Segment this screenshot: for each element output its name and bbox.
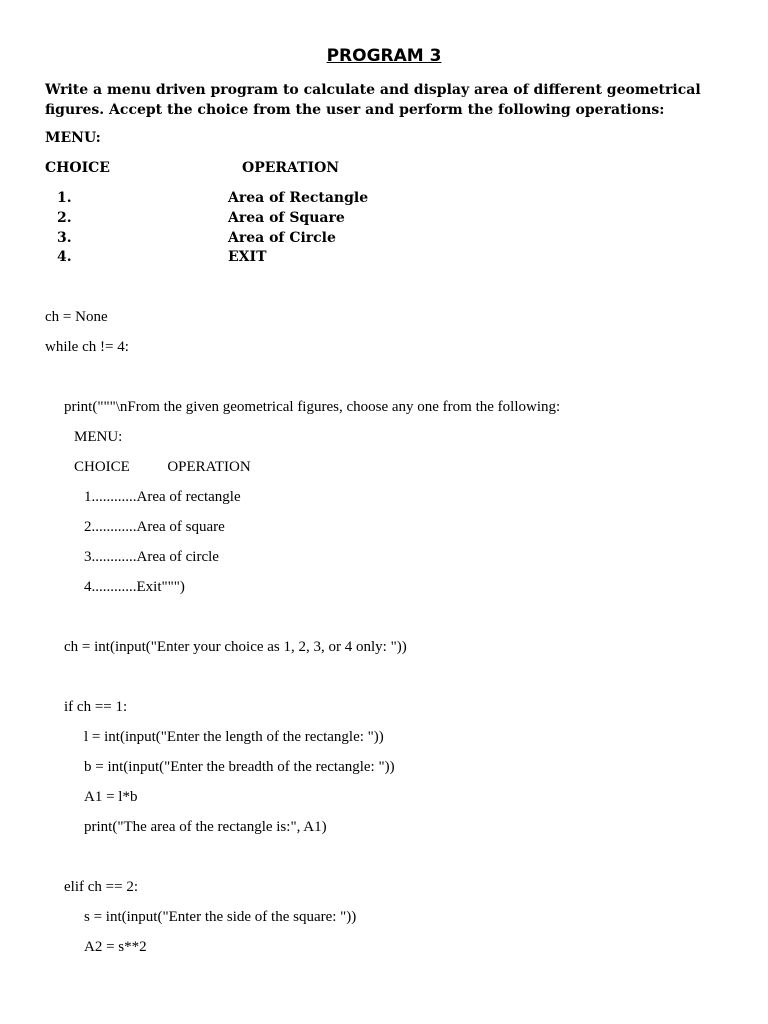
code-line: b = int(input("Enter the breadth of the rectangle: ")): [84, 759, 395, 775]
code-line: 4............Exit"""): [84, 579, 185, 595]
code-line: 2............Area of square: [84, 519, 225, 535]
code-line: elif ch == 2:: [64, 879, 138, 895]
code-line: while ch != 4:: [45, 339, 129, 355]
code-line: print("""\nFrom the given geometrical figures, choose any one from the following:: [64, 399, 561, 415]
menu-row-operation: Area of Circle: [228, 230, 336, 246]
code-line: print("The area of the rectangle is:", A1): [84, 819, 327, 835]
menu-row-number: 3.: [57, 230, 72, 246]
problem-statement: Write a menu driven program to calculate and display area of different geometrical figures. Accept the choice from the user and perform the following operations:: [45, 82, 701, 118]
code-line: CHOICE OPERATION: [74, 459, 251, 475]
operation-header: OPERATION: [242, 160, 340, 176]
menu-row-operation: EXIT: [228, 249, 267, 265]
choice-header: CHOICE: [45, 160, 110, 176]
menu-row-number: 1.: [57, 190, 72, 206]
code-line: 3............Area of circle: [84, 549, 219, 565]
code-line: ch = int(input("Enter your choice as 1, 2, 3, or 4 only: ")): [64, 639, 407, 655]
code-line: 1............Area of rectangle: [84, 489, 241, 505]
code-line: s = int(input("Enter the side of the square: ")): [84, 909, 357, 925]
code-line: A2 = s**2: [84, 939, 147, 955]
code-line: MENU:: [74, 429, 123, 445]
menu-row-number: 4.: [57, 249, 72, 265]
code-line: l = int(input("Enter the length of the rectangle: ")): [84, 729, 384, 745]
menu-row-number: 2.: [57, 210, 72, 226]
page-title: PROGRAM 3: [326, 46, 442, 66]
menu-row-operation: Area of Square: [228, 210, 345, 226]
code-line: A1 = l*b: [84, 789, 138, 805]
menu-row-operation: Area of Rectangle: [228, 190, 369, 206]
code-line: if ch == 1:: [64, 699, 128, 715]
menu-label: MENU:: [45, 130, 101, 146]
code-line: ch = None: [45, 309, 108, 325]
